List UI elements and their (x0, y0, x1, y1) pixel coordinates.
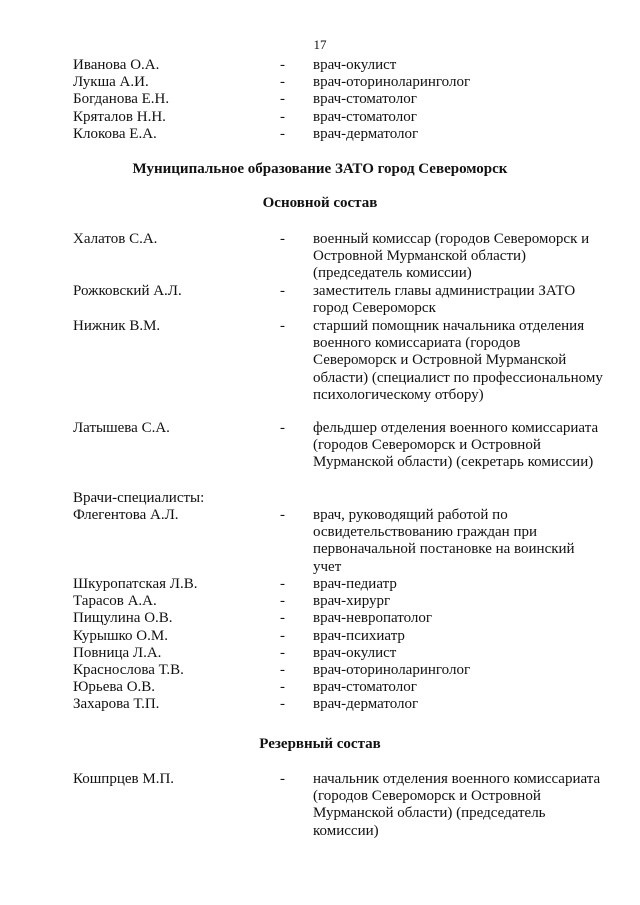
person-name: Клокова Е.А. (73, 125, 157, 142)
separator-dash: - (280, 57, 285, 73)
municipality-heading: Муниципальное образование ЗАТО город Североморск (132, 161, 508, 177)
person-role: врач-педиатр (313, 576, 397, 592)
list-item (0, 507, 640, 576)
separator-dash: - (280, 420, 285, 436)
separator-dash: - (280, 679, 285, 696)
list-item (0, 109, 640, 126)
list-item (0, 420, 640, 472)
person-name: Иванова О.А. (73, 57, 160, 73)
person-name: Кряталов Н.Н. (73, 108, 166, 125)
separator-dash: - (280, 593, 285, 610)
separator-dash: - (280, 283, 285, 299)
person-role: врач-окулист (313, 57, 397, 73)
person-role: врач-стоматолог (313, 108, 417, 125)
person-role: врач, руководящий работой по освидетельствованию граждан при первоначальной постановке на воинский учет (313, 507, 575, 575)
person-role: врач-окулист (313, 644, 397, 661)
separator-dash: - (280, 231, 285, 247)
person-name: Богданова Е.Н. (73, 91, 170, 108)
list-item (0, 610, 640, 627)
person-name: Пищулина О.В. (73, 610, 173, 627)
separator-dash: - (280, 91, 285, 108)
person-name: Латышева С.А. (73, 420, 170, 436)
person-role: заместитель главы администрации ЗАТО город Североморск (313, 283, 576, 317)
person-role: врач-оториноларинголог (313, 74, 471, 91)
list-item (0, 74, 640, 91)
person-name: Лукша А.И. (73, 74, 149, 91)
separator-dash: - (280, 108, 285, 125)
main-list (0, 231, 640, 472)
person-role: врач-невропатолог (313, 610, 433, 627)
person-name: Халатов С.А. (73, 231, 158, 247)
separator-dash: - (280, 644, 285, 661)
list-item (0, 628, 640, 645)
person-name: Кошпрцев М.П. (73, 771, 175, 787)
list-item (0, 645, 640, 662)
person-name: Краснослова Т.В. (73, 662, 184, 679)
list-item (0, 283, 640, 318)
person-name: Захарова Т.П. (73, 696, 160, 713)
person-role: военный комиссар (городов Североморск и Островной Мурманской области) (председатель комиссии) (313, 231, 590, 282)
list-item (0, 57, 640, 74)
person-role: врач-психиатр (313, 627, 405, 644)
list-item (0, 593, 640, 610)
person-role: врач-хирург (313, 593, 391, 610)
list-item (0, 576, 640, 593)
list-item (0, 126, 640, 143)
person-role: начальник отделения военного комиссариата (городов Североморск и Островной Мурманской области) (председатель комиссии) (313, 771, 601, 839)
person-name: Флегентова А.Л. (73, 507, 179, 523)
person-name: Юрьева О.В. (73, 679, 156, 696)
person-name: Повница Л.А. (73, 644, 162, 661)
person-role: врач-дерматолог (313, 696, 419, 713)
separator-dash: - (280, 318, 285, 334)
person-name: Шкуропатская Л.В. (73, 576, 198, 592)
separator-dash: - (280, 507, 285, 523)
person-name: Рожковский А.Л. (73, 283, 182, 299)
separator-dash: - (280, 125, 285, 142)
separator-dash: - (280, 771, 285, 787)
list-item (0, 231, 640, 283)
specialists-list (0, 507, 640, 714)
person-name: Нижник В.М. (73, 318, 161, 334)
list-item (0, 318, 640, 420)
specialists-label: Врачи-специалисты: (73, 490, 205, 506)
person-role: фельдшер отделения военного комиссариата (городов Североморск и Островной Мурманской области) (секретарь комиссии) (313, 420, 599, 471)
separator-dash: - (280, 627, 285, 644)
separator-dash: - (280, 74, 285, 91)
list-item (0, 679, 640, 696)
reserve-composition-heading: Резервный состав (259, 736, 381, 752)
person-role: врач-дерматолог (313, 125, 419, 142)
person-role: старший помощник начальника отделения военного комиссариата (городов Североморск и Островной Мурманской области) (специалист по профессиональному психологическому отбору) (313, 318, 603, 403)
list-item (0, 696, 640, 713)
list-item (0, 771, 640, 840)
list-item (0, 91, 640, 108)
separator-dash: - (280, 662, 285, 679)
person-name: Курышко О.М. (73, 627, 168, 644)
person-role: врач-стоматолог (313, 91, 417, 108)
top-list (0, 57, 640, 143)
page-number: 17 (313, 37, 327, 52)
separator-dash: - (280, 696, 285, 713)
main-composition-heading: Основной состав (262, 195, 378, 211)
reserve-list (0, 771, 640, 840)
person-name: Тарасов А.А. (73, 593, 157, 610)
separator-dash: - (280, 576, 285, 592)
separator-dash: - (280, 610, 285, 627)
person-role: врач-оториноларинголог (313, 662, 471, 679)
person-role: врач-стоматолог (313, 679, 417, 696)
list-item (0, 662, 640, 679)
